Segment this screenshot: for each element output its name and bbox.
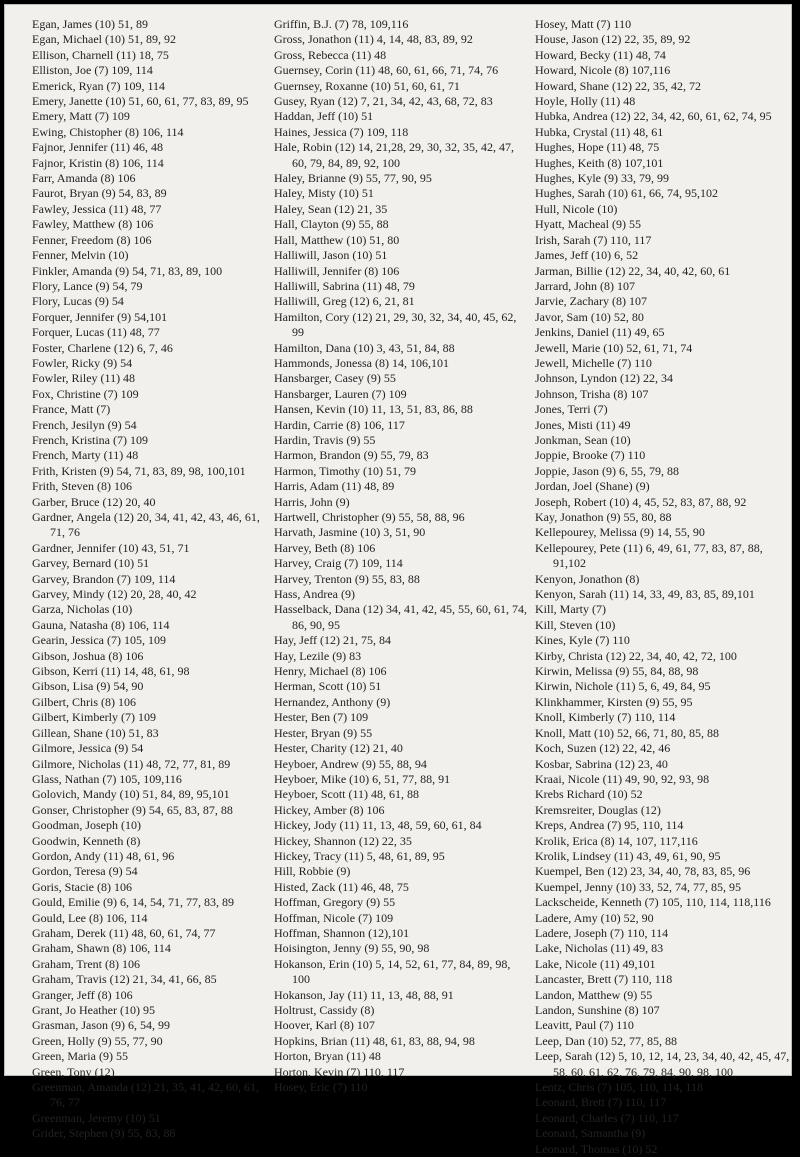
index-entry: Goodwin, Kenneth (8)	[32, 833, 141, 848]
index-entry: Gauna, Natasha (8) 106, 114	[32, 617, 170, 632]
index-entry: Gilbert, Chris (8) 106	[32, 694, 136, 709]
index-entry: Lackscheide, Kenneth (7) 105, 110, 114, 118,116	[535, 895, 771, 910]
index-entry: Hall, Matthew (10) 51, 80	[274, 232, 400, 247]
index-entry: Hester, Charity (12) 21, 40	[274, 741, 403, 756]
index-entry: Graham, Trent (8) 106	[32, 956, 140, 971]
index-entry: Guernsey, Roxanne (10) 51, 60, 61, 71	[274, 78, 460, 93]
index-entry: Howard, Nicole (8) 107,116	[535, 63, 671, 78]
index-entry: Grasman, Jason (9) 6, 54, 99	[32, 1018, 170, 1033]
index-entry: Gardner, Angela (12) 20, 34, 41, 42, 43, 46, 61, 71, 76	[32, 510, 260, 540]
index-entry: Hansen, Kevin (10) 11, 13, 51, 83, 86, 88	[274, 402, 473, 417]
index-entry: Hernandez, Anthony (9)	[274, 694, 391, 709]
index-entry: Lentz, Chris (7) 105, 110, 114, 118	[535, 1080, 703, 1095]
index-entry: Knoll, Kimberly (7) 110, 114	[535, 710, 676, 725]
index-entry: Hale, Robin (12) 14, 21,28, 29, 30, 32, 35, 42, 47, 60, 79, 84, 89, 92, 100	[274, 140, 514, 170]
index-entry: Forquer, Jennifer (9) 54,101	[32, 309, 168, 324]
index-entry: Kay, Jonathon (9) 55, 80, 88	[535, 510, 672, 524]
index-entry: Egan, Michael (10) 51, 89, 92	[32, 32, 176, 47]
index-entry: Harvey, Trenton (9) 55, 83, 88	[274, 571, 420, 586]
index-entry: Forquer, Lucas (11) 48, 77	[32, 325, 160, 340]
index-entry: Harmon, Timothy (10) 51, 79	[274, 463, 417, 478]
index-entry: Haley, Misty (10) 51	[274, 186, 374, 201]
index-entry: Hester, Bryan (9) 55	[274, 725, 373, 740]
index-entry: Horton, Bryan (11) 48	[274, 1049, 381, 1064]
index-entry: Gillean, Shane (10) 51, 83	[32, 725, 159, 740]
index-entry: Hubka, Andrea (12) 22, 34, 42, 60, 61, 62, 74, 95	[535, 109, 772, 124]
index-entry: Ellison, Charnell (11) 18, 75	[32, 47, 169, 62]
index-entry: Hasselback, Dana (12) 34, 41, 42, 45, 55, 60, 61, 74, 86, 90, 95	[274, 602, 527, 632]
index-entry: Joseph, Robert (10) 4, 45, 52, 83, 87, 88, 92	[535, 494, 747, 509]
index-column-3	[535, 17, 791, 1157]
index-entry: Jarman, Billie (12) 22, 34, 40, 42, 60, 61	[535, 263, 731, 278]
index-entry: Harvey, Craig (7) 109, 114	[274, 556, 403, 571]
index-entry: Lancaster, Brett (7) 110, 118	[535, 972, 673, 987]
index-entry: Gibson, Joshua (8) 106	[32, 648, 144, 663]
index-entry: Grider, Stephen (9) 55, 83, 88	[32, 1126, 176, 1141]
index-entry: Hay, Jeff (12) 21, 75, 84	[274, 633, 391, 648]
index-entry: Hickey, Jody (11) 11, 13, 48, 59, 60, 61, 84	[274, 818, 482, 833]
index-entry: Harris, Adam (11) 48, 89	[274, 479, 395, 494]
index-entry: Hansbarger, Casey (9) 55	[274, 371, 396, 386]
index-entry: Fowler, Ricky (9) 54	[32, 355, 133, 370]
index-entry: Flory, Lucas (9) 54	[32, 294, 124, 309]
index-entry: Gordon, Teresa (9) 54	[32, 864, 138, 879]
index-entry: Frith, Kristen (9) 54, 71, 83, 89, 98, 100,101	[32, 463, 246, 478]
index-entry: Hill, Robbie (9)	[274, 864, 351, 879]
index-entry: Kosbar, Sabrina (12) 23, 40	[535, 756, 668, 771]
index-entry: Krolik, Lindsey (11) 43, 49, 61, 90, 95	[535, 848, 721, 863]
index-entry: Kremsreiter, Douglas (12)	[535, 802, 661, 817]
index-entry: Harvey, Beth (8) 106	[274, 540, 376, 555]
index-entry: Farr, Amanda (8) 106	[32, 171, 136, 186]
index-entry: Kraai, Nicole (11) 49, 90, 92, 93, 98	[535, 771, 710, 786]
index-entry: Lake, Nicholas (11) 49, 83	[535, 941, 664, 956]
index-entry: Green, Holly (9) 55, 77, 90	[32, 1033, 163, 1048]
index-entry: Horton, Kevin (7) 110, 117	[274, 1064, 405, 1079]
index-column-2	[274, 17, 530, 1095]
index-entry: Hardin, Carrie (8) 106, 117	[274, 417, 405, 432]
index-entry: Ladere, Joseph (7) 110, 114	[535, 925, 669, 940]
index-entry: Johnson, Lyndon (12) 22, 34	[535, 371, 673, 386]
index-entry: Hoisington, Jenny (9) 55, 90, 98	[274, 941, 430, 956]
index-entry: Green, Maria (9) 55	[32, 1049, 128, 1064]
index-entry: Hardin, Travis (9) 55	[274, 432, 376, 447]
index-entry: Hughes, Sarah (10) 61, 66, 74, 95,102	[535, 186, 718, 201]
index-entry: Kirwin, Nichole (11) 5, 6, 49, 84, 95	[535, 679, 711, 694]
index-entry: Kirwin, Melissa (9) 55, 84, 88, 98	[535, 664, 699, 679]
index-entry: Hoover, Karl (8) 107	[274, 1018, 375, 1033]
index-entry: Garvey, Mindy (12) 20, 28, 40, 42	[32, 587, 197, 602]
index-entry: Hammonds, Jonessa (8) 14, 106,101	[274, 355, 449, 370]
index-entry: Fawley, Matthew (8) 106	[32, 217, 154, 232]
index-entry: Hull, Nicole (10)	[535, 201, 618, 216]
index-entry: Graham, Shawn (8) 106, 114	[32, 941, 171, 956]
index-entry: Hubka, Crystal (11) 48, 61	[535, 124, 664, 139]
index-entry: Kill, Steven (10)	[535, 617, 616, 632]
index-entry: Koch, Suzen (12) 22, 42, 46	[535, 741, 671, 756]
index-entry: Hester, Ben (7) 109	[274, 710, 369, 725]
index-entry: Kirby, Christa (12) 22, 34, 40, 42, 72, 100	[535, 648, 737, 663]
index-entry: Hughes, Keith (8) 107,101	[535, 155, 664, 170]
index-entry: Fawley, Jessica (11) 48, 77	[32, 201, 162, 216]
index-entry: Johnson, Trisha (8) 107	[535, 386, 649, 401]
index-entry: Garvey, Brandon (7) 109, 114	[32, 571, 176, 586]
index-entry: Hay, Lezile (9) 83	[274, 648, 362, 663]
index-entry: Gilbert, Kimberly (7) 109	[32, 710, 156, 725]
index-entry: Jarrard, John (8) 107	[535, 278, 635, 293]
index-entry: Kuempel, Ben (12) 23, 34, 40, 78, 83, 85, 96	[535, 864, 751, 879]
index-entry: Halliwill, Greg (12) 6, 21, 81	[274, 294, 415, 309]
index-entry: Ladere, Amy (10) 52, 90	[535, 910, 654, 925]
index-entry: Leonard, Samantha (9)	[535, 1126, 646, 1141]
index-entry: Halliwill, Sabrina (11) 48, 79	[274, 278, 415, 293]
index-entry: Gross, Jonathon (11) 4, 14, 48, 83, 89, 92	[274, 32, 473, 47]
index-entry: Green, Tony (12)	[32, 1064, 115, 1079]
index-entry: Jordan, Joel (Shane) (9)	[535, 479, 650, 494]
index-entry: Leavitt, Paul (7) 110	[535, 1018, 634, 1033]
index-entry: Kenyon, Sarah (11) 14, 33, 49, 83, 85, 89,101	[535, 587, 755, 602]
index-entry: Gilmore, Jessica (9) 54	[32, 741, 144, 756]
index-entry: Leep, Sarah (12) 5, 10, 12, 14, 23, 34, 40, 42, 45, 47, 58, 60, 61, 62, 76, 79, 84, 90, 98, 100	[535, 1049, 790, 1079]
index-entry: Gilmore, Nicholas (11) 48, 72, 77, 81, 89	[32, 756, 231, 771]
index-entry: Heyboer, Andrew (9) 55, 88, 94	[274, 756, 427, 771]
index-entry: Guernsey, Corin (11) 48, 60, 61, 66, 71, 74, 76	[274, 63, 499, 78]
index-entry: Gibson, Lisa (9) 54, 90	[32, 679, 144, 694]
index-entry: Krolik, Erica (8) 14, 107, 117,116	[535, 833, 698, 848]
index-entry: Gross, Rebecca (11) 48	[274, 47, 387, 62]
index-entry: Haddan, Jeff (10) 51	[274, 109, 374, 124]
index-entry: Kines, Kyle (7) 110	[535, 633, 630, 648]
index-entry: Hoyle, Holly (11) 48	[535, 94, 636, 109]
index-entry: Herman, Scott (10) 51	[274, 679, 382, 694]
index-entry: Jewell, Michelle (7) 110	[535, 355, 652, 370]
index-entry: Gould, Emilie (9) 6, 14, 54, 71, 77, 83, 89	[32, 895, 234, 910]
index-entry: Heyboer, Mike (10) 6, 51, 77, 88, 91	[274, 771, 451, 786]
index-entry: Hickey, Amber (8) 106	[274, 802, 385, 817]
index-entry: Ewing, Chistopher (8) 106, 114	[32, 124, 184, 139]
index-entry: Harris, John (9)	[274, 494, 350, 509]
index-entry: Irish, Sarah (7) 110, 117	[535, 232, 652, 247]
index-entry: Klinkhammer, Kirsten (9) 55, 95	[535, 694, 693, 709]
index-entry: Hokanson, Erin (10) 5, 14, 52, 61, 77, 84, 89, 98, 100	[274, 956, 511, 987]
index-entry: Granger, Jeff (8) 106	[32, 987, 133, 1002]
index-entry: Gordon, Andy (11) 48, 61, 96	[32, 848, 175, 863]
index-entry: Finkler, Amanda (9) 54, 71, 83, 89, 100	[32, 263, 223, 278]
index-entry: Fajnor, Jennifer (11) 46, 48	[32, 140, 164, 155]
index-entry: Howard, Becky (11) 48, 74	[535, 47, 666, 62]
index-entry: Graham, Travis (12) 21, 34, 41, 66, 85	[32, 972, 217, 987]
index-entry: Jonkman, Sean (10)	[535, 432, 631, 447]
index-entry: Heyboer, Scott (11) 48, 61, 88	[274, 787, 420, 802]
index-entry: Hartwell, Christopher (9) 55, 58, 88, 96	[274, 510, 465, 524]
index-entry: France, Matt (7)	[32, 402, 111, 417]
index-column-1	[32, 17, 272, 1142]
index-entry: Hoffman, Nicole (7) 109	[274, 910, 394, 925]
index-entry: Henry, Michael (8) 106	[274, 664, 387, 679]
index-entry: Faurot, Bryan (9) 54, 83, 89	[32, 186, 167, 201]
index-entry: Harmon, Brandon (9) 55, 79, 83	[274, 448, 429, 463]
index-entry: Joppie, Jason (9) 6, 55, 79, 88	[535, 463, 679, 478]
index-entry: Lake, Nicole (11) 49,101	[535, 956, 656, 971]
index-entry: Garza, Nicholas (10)	[32, 602, 133, 617]
index-entry: Hughes, Hope (11) 48, 75	[535, 140, 660, 155]
index-entry: Halliwill, Jennifer (8) 106	[274, 263, 400, 278]
index-entry: Hoffman, Gregory (9) 55	[274, 895, 396, 910]
index-entry: Elliston, Joe (7) 109, 114	[32, 63, 153, 78]
index-entry: Harvath, Jasmine (10) 3, 51, 90	[274, 525, 426, 540]
index-entry: Jarvie, Zachary (8) 107	[535, 294, 647, 309]
index-entry: Haines, Jessica (7) 109, 118	[274, 124, 409, 139]
index-entry: Kill, Marty (7)	[535, 602, 606, 617]
index-entry: Hall, Clayton (9) 55, 88	[274, 217, 389, 232]
index-entry: Flory, Lance (9) 54, 79	[32, 278, 143, 293]
index-entry: Jones, Terri (7)	[535, 402, 608, 417]
index-entry: Joppie, Brooke (7) 110	[535, 448, 646, 463]
index-entry: Holtrust, Cassidy (8)	[274, 1003, 375, 1017]
index-entry: Hosey, Eric (7) 110	[274, 1080, 368, 1095]
index-entry: Hamilton, Dana (10) 3, 43, 51, 84, 88	[274, 340, 455, 355]
index-entry: Emerick, Ryan (7) 109, 114	[32, 78, 166, 93]
index-entry: Kellepourey, Melissa (9) 14, 55, 90	[535, 525, 705, 540]
index-entry: Fajnor, Kristin (8) 106, 114	[32, 155, 164, 170]
index-entry: Hickey, Tracy (11) 5, 48, 61, 89, 95	[274, 848, 445, 863]
index-entry: Hansbarger, Lauren (7) 109	[274, 386, 407, 401]
index-entry: Leonard, Thomas (10) 52	[535, 1141, 658, 1156]
index-entry: Gould, Lee (8) 106, 114	[32, 910, 148, 925]
index-entry: Hyatt, Macheal (9) 55	[535, 217, 641, 232]
index-page	[4, 4, 792, 1156]
index-entry: Leonard, Charles (7) 110, 117	[535, 1110, 679, 1125]
index-entry: Glass, Nathan (7) 105, 109,116	[32, 771, 182, 786]
index-entry: Emery, Matt (7) 109	[32, 109, 130, 124]
index-entry: Histed, Zack (11) 46, 48, 75	[274, 879, 409, 894]
index-entry: Krebs Richard (10) 52	[535, 787, 643, 802]
index-entry: Kuempel, Jenny (10) 33, 52, 74, 77, 85, 95	[535, 879, 741, 894]
index-entry: Egan, James (10) 51, 89	[32, 17, 148, 31]
index-entry: Emery, Janette (10) 51, 60, 61, 77, 83, 89, 95	[32, 94, 249, 109]
index-entry: Grant, Jo Heather (10) 95	[32, 1003, 155, 1017]
index-entry: Landon, Matthew (9) 55	[535, 987, 653, 1002]
index-entry: House, Jason (12) 22, 35, 89, 92	[535, 32, 691, 47]
index-entry: Hokanson, Jay (11) 11, 13, 48, 88, 91	[274, 987, 454, 1002]
index-entry: Gusey, Ryan (12) 7, 21, 34, 42, 43, 68, 72, 83	[274, 94, 493, 109]
index-entry: Fowler, Riley (11) 48	[32, 371, 136, 386]
index-entry: Haley, Brianne (9) 55, 77, 90, 95	[274, 171, 432, 186]
index-entry: Jenkins, Daniel (11) 49, 65	[535, 325, 665, 340]
index-entry: Gibson, Kerri (11) 14, 48, 61, 98	[32, 664, 190, 679]
index-entry: Gardner, Jennifer (10) 43, 51, 71	[32, 540, 190, 555]
index-entry: Hamilton, Cory (12) 21, 29, 30, 32, 34, 40, 45, 62, 99	[274, 309, 517, 340]
index-entry: Greenman, Amanda (12) 21, 35, 41, 42, 60, 61, 76, 77	[32, 1080, 259, 1110]
index-entry: James, Jeff (10) 6, 52	[535, 248, 639, 263]
index-entry: Hass, Andrea (9)	[274, 587, 355, 602]
index-entry: Gonser, Christopher (9) 54, 65, 83, 87, 88	[32, 802, 233, 817]
index-entry: Goodman, Joseph (10)	[32, 818, 141, 833]
index-entry: Hickey, Shannon (12) 22, 35	[274, 833, 412, 848]
index-entry: Hoffman, Shannon (12),101	[274, 925, 410, 940]
index-entry: Fenner, Melvin (10)	[32, 248, 129, 263]
index-entry: Garvey, Bernard (10) 51	[32, 556, 150, 571]
index-entry: Javor, Sam (10) 52, 80	[535, 309, 644, 324]
index-entry: Fenner, Freedom (8) 106	[32, 232, 152, 247]
index-entry: French, Jesilyn (9) 54	[32, 417, 137, 432]
index-entry: Leonard, Brett (7) 110, 117	[535, 1095, 667, 1110]
index-entry: Hughes, Kyle (9) 33, 79, 99	[535, 171, 669, 186]
index-entry: Goris, Stacie (8) 106	[32, 879, 132, 894]
index-entry: Hopkins, Brian (11) 48, 61, 83, 88, 94, 98	[274, 1033, 475, 1048]
index-entry: Griffin, B.J. (7) 78, 109,116	[274, 17, 409, 31]
index-entry: French, Marty (11) 48	[32, 448, 139, 463]
index-entry: Greenman, Jeremy (10) 51	[32, 1110, 161, 1125]
index-entry: Jones, Misti (11) 49	[535, 417, 631, 432]
index-entry: Fox, Christine (7) 109	[32, 386, 139, 401]
index-entry: Haley, Sean (12) 21, 35	[274, 201, 388, 216]
index-entry: Golovich, Mandy (10) 51, 84, 89, 95,101	[32, 787, 230, 802]
index-entry: Kellepourey, Pete (11) 6, 49, 61, 77, 83, 87, 88, 91,102	[535, 540, 763, 571]
index-entry: Kreps, Andrea (7) 95, 110, 114	[535, 818, 684, 833]
index-entry: Howard, Shane (12) 22, 35, 42, 72	[535, 78, 701, 93]
index-entry: Halliwill, Jason (10) 51	[274, 248, 388, 263]
index-entry: French, Kristina (7) 109	[32, 432, 148, 447]
index-entry: Landon, Sunshine (8) 107	[535, 1003, 660, 1017]
index-entry: Hosey, Matt (7) 110	[535, 17, 632, 31]
index-entry: Garber, Bruce (12) 20, 40	[32, 494, 156, 509]
index-entry: Foster, Charlene (12) 6, 7, 46	[32, 340, 173, 355]
index-entry: Frith, Steven (8) 106	[32, 479, 132, 494]
index-entry: Gearin, Jessica (7) 105, 109	[32, 633, 166, 648]
index-entry: Jewell, Marie (10) 52, 61, 71, 74	[535, 340, 693, 355]
index-entry: Leep, Dan (10) 52, 77, 85, 88	[535, 1033, 677, 1048]
index-entry: Knoll, Matt (10) 52, 66, 71, 80, 85, 88	[535, 725, 719, 740]
index-entry: Kenyon, Jonathon (8)	[535, 571, 640, 586]
index-entry: Graham, Derek (11) 48, 60, 61, 74, 77	[32, 925, 216, 940]
